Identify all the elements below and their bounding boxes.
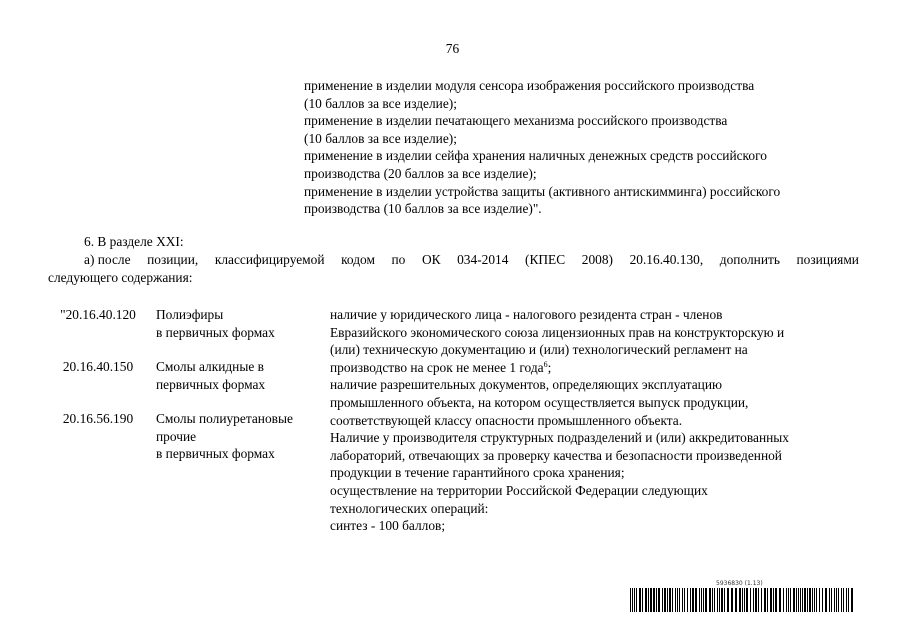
requirement-line: лабораторий, отвечающих за проверку качества и безопасности произведенной xyxy=(330,447,782,463)
barcode-bar xyxy=(775,588,777,612)
paragraph-word: дополнить xyxy=(719,252,780,267)
product-name xyxy=(156,306,275,341)
barcode-bar xyxy=(822,588,823,612)
intro-block xyxy=(304,77,864,218)
barcode-bar xyxy=(679,588,680,612)
requirement-line: Евразийского экономического союза лицензионных прав на конструкторскую и xyxy=(330,324,785,340)
barcode-bar xyxy=(800,588,801,612)
product-name xyxy=(156,358,265,393)
barcode-bar xyxy=(682,588,683,612)
barcode-bar xyxy=(812,588,813,612)
barcode-bar xyxy=(783,588,784,612)
amendment-paragraph xyxy=(48,251,859,286)
requirement-line: (или) техническую документацию и (или) технологический регламент на xyxy=(330,342,748,358)
barcode-bar xyxy=(838,588,839,612)
requirement-line: продукции в течение гарантийного срока хранения; xyxy=(330,465,625,481)
barcode-bar xyxy=(834,588,835,612)
barcode-bar xyxy=(796,588,797,612)
barcode-bar xyxy=(753,588,754,612)
barcode-bar xyxy=(836,588,837,612)
barcode-bar xyxy=(690,588,691,612)
barcode-bar xyxy=(758,588,759,612)
barcode-bar xyxy=(790,588,791,612)
product-name xyxy=(156,410,293,463)
barcode-bar xyxy=(701,588,702,612)
requirement-line: соответствующей классу опасности промышленного объекта. xyxy=(330,412,683,428)
barcode-bar xyxy=(739,588,741,612)
barcode-bar xyxy=(773,588,774,612)
barcode-bar xyxy=(851,588,853,612)
intro-line: применение в изделии устройства защиты (активного антискимминга) российского xyxy=(304,183,781,199)
requirement-line: промышленного объекта, на котором осуществляется выпуск продукции, xyxy=(330,394,749,410)
paragraph-first-line xyxy=(48,251,859,269)
paragraph-word: а) после xyxy=(84,252,131,267)
barcode-bar xyxy=(656,588,657,612)
barcode-bar xyxy=(672,588,673,612)
paragraph-word: по xyxy=(391,252,406,267)
barcode-bar xyxy=(692,588,694,612)
barcode-bar xyxy=(819,588,820,612)
requirement-line: наличие разрешительных документов, определяющих эксплуатацию xyxy=(330,377,722,393)
barcode-bar xyxy=(705,588,707,612)
barcode-icon xyxy=(630,588,856,612)
barcode-bar xyxy=(816,588,817,612)
footnote-marker: 6 xyxy=(543,359,548,369)
barcode-bar xyxy=(848,588,849,612)
intro-line: (10 баллов за все изделие); xyxy=(304,130,457,146)
paragraph-word: 2008) xyxy=(581,252,613,267)
barcode-bar xyxy=(653,588,655,612)
section-heading: 6. В разделе XXI: xyxy=(84,234,184,249)
product-code: 20.16.40.150 xyxy=(62,359,134,374)
product-name-line: Смолы алкидные в xyxy=(156,359,264,374)
product-name-line: первичных формах xyxy=(156,376,266,392)
paragraph-word: 034-2014 xyxy=(457,252,509,267)
barcode-bar xyxy=(703,588,704,612)
barcode-bar xyxy=(639,588,641,612)
requirement-line: Наличие у производителя структурных подразделений и (или) аккредитованных xyxy=(330,430,789,446)
barcode-bar xyxy=(770,588,772,612)
barcode-bar xyxy=(793,588,795,612)
intro-line: применение в изделии модуля сенсора изображения российского производства xyxy=(304,78,755,93)
barcode-bar xyxy=(648,588,649,612)
paragraph-word: позициями xyxy=(796,252,859,267)
barcode-bar xyxy=(807,588,808,612)
barcode-bar xyxy=(658,588,660,612)
paragraph-word: позиции, xyxy=(147,252,199,267)
barcode-bar xyxy=(650,588,652,612)
barcode-bar xyxy=(675,588,676,612)
barcode-bar xyxy=(814,588,815,612)
barcode-bar xyxy=(687,588,688,612)
requirement-punctuation: ; xyxy=(547,359,552,375)
barcode-bar xyxy=(677,588,678,612)
barcode-bar xyxy=(767,588,768,612)
barcode-bar xyxy=(721,588,723,612)
barcode-bar xyxy=(630,588,631,612)
barcode-bar xyxy=(634,588,635,612)
barcode-bar xyxy=(846,588,847,612)
barcode-bar xyxy=(712,588,713,612)
barcode-bar xyxy=(804,588,806,612)
requirement-line: осуществление на территории Российской Федерации следующих xyxy=(330,482,708,498)
barcode-bar xyxy=(731,588,733,612)
paragraph-second-line: следующего содержания: xyxy=(48,269,193,285)
product-name-line: прочие xyxy=(156,428,197,444)
barcode-bar xyxy=(755,588,757,612)
barcode-bar xyxy=(788,588,789,612)
barcode-bar xyxy=(750,588,751,612)
barcode-bar xyxy=(662,588,663,612)
intro-line: производства (10 баллов за все изделие)". xyxy=(304,201,542,217)
requirement-line: технологических операций: xyxy=(330,500,489,516)
intro-line: применение в изделии сейфа хранения наличных денежных средств российского xyxy=(304,148,767,164)
barcode-bar xyxy=(642,588,643,612)
requirement-line: синтез - 100 баллов; xyxy=(330,518,446,534)
requirements-block xyxy=(330,306,870,535)
barcode-bar xyxy=(669,588,671,612)
barcode-bar xyxy=(717,588,718,612)
product-name-line: Полиэфиры xyxy=(156,307,224,322)
barcode-bar xyxy=(802,588,803,612)
barcode-bar xyxy=(724,588,725,612)
barcode-bar xyxy=(764,588,766,612)
barcode-bar xyxy=(714,588,715,612)
requirement-text: производство на срок не менее 1 года xyxy=(330,359,544,375)
barcode-bar xyxy=(664,588,666,612)
product-name-line: Смолы полиуретановые xyxy=(156,411,293,426)
barcode-bar xyxy=(735,588,737,612)
barcode-bar xyxy=(831,588,832,612)
paragraph-word: ОК xyxy=(421,252,441,267)
requirement-line xyxy=(330,359,870,377)
barcode-bar xyxy=(699,588,700,612)
barcode-bar xyxy=(786,588,787,612)
barcode-bar xyxy=(746,588,748,612)
paragraph-word: кодом xyxy=(341,252,375,267)
intro-line: применение в изделии печатающего механизма российского производства xyxy=(304,113,728,129)
product-code: 20.16.56.190 xyxy=(62,411,134,426)
barcode-bar xyxy=(719,588,720,612)
barcode-bar xyxy=(829,588,830,612)
barcode-bar xyxy=(632,588,633,612)
barcode-label: 5936830 (1.13) xyxy=(716,580,763,587)
barcode-bar xyxy=(779,588,781,612)
intro-line: производства (20 баллов за все изделие); xyxy=(304,165,537,181)
product-name-line: в первичных формах xyxy=(156,446,275,462)
barcode-bar xyxy=(727,588,729,612)
barcode-bar xyxy=(742,588,743,612)
product-name-line: в первичных формах xyxy=(156,324,275,340)
barcode-bar xyxy=(841,588,842,612)
barcode-bar xyxy=(843,588,844,612)
barcode-bar xyxy=(825,588,827,612)
product-code: "20.16.40.120 xyxy=(60,307,136,322)
paragraph-word: (КПЕС xyxy=(525,252,566,267)
barcode-bar xyxy=(798,588,799,612)
barcode-bar xyxy=(645,588,647,612)
barcode-bar xyxy=(761,588,762,612)
requirement-line: наличие у юридического лица - налогового резидента стран - членов xyxy=(330,307,723,322)
barcode-bar xyxy=(744,588,745,612)
barcode-bar xyxy=(684,588,685,612)
barcode-bar xyxy=(695,588,697,612)
barcode-bar xyxy=(667,588,668,612)
requirement-list xyxy=(330,376,870,534)
intro-line: (10 баллов за все изделие); xyxy=(304,95,457,111)
paragraph-word: классифицируемой xyxy=(214,252,325,267)
paragraph-word: 20.16.40.130, xyxy=(629,252,704,267)
page-number: 76 xyxy=(445,41,460,56)
barcode-bar xyxy=(809,588,811,612)
barcode-bar xyxy=(636,588,637,612)
barcode-bar xyxy=(709,588,711,612)
